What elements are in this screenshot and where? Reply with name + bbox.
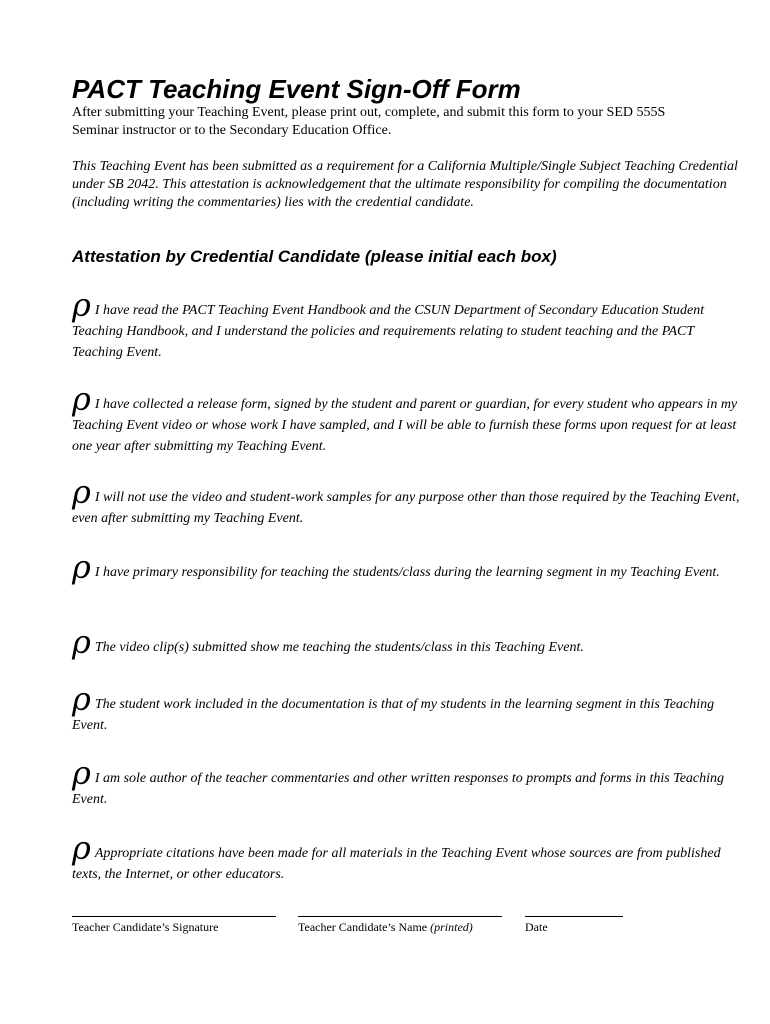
attestation-text: The video clip(s) submitted show me teaching the students/class in this Teaching Event. bbox=[94, 640, 584, 655]
attestation-item-8 bbox=[72, 829, 744, 885]
signature-line[interactable] bbox=[72, 916, 276, 917]
initial-box-icon[interactable]: ρ bbox=[72, 680, 91, 718]
initial-box-icon[interactable]: ρ bbox=[72, 473, 91, 511]
attestation-item-7 bbox=[72, 754, 744, 810]
initial-box-icon[interactable]: ρ bbox=[72, 286, 91, 324]
attestation-heading: Attestation by Credential Candidate (please initial each box) bbox=[72, 247, 557, 266]
signature-label: Teacher Candidate’s Signature bbox=[72, 920, 219, 934]
initial-box-icon[interactable]: ρ bbox=[72, 829, 91, 867]
attestation-item-4 bbox=[72, 548, 744, 586]
page-title: PACT Teaching Event Sign-Off Form bbox=[72, 74, 521, 104]
attestation-text: I have read the PACT Teaching Event Handbook and the CSUN Department of Secondary Education Student Teaching Handbook, and I understand the policies and requirements relating to student teaching and the PACT Teaching Event. bbox=[72, 303, 705, 360]
printed-name-line[interactable] bbox=[298, 916, 502, 917]
attestation-item-6 bbox=[72, 680, 744, 736]
attestation-text: Appropriate citations have been made for all materials in the Teaching Event whose sources are from published texts, the Internet, or other educators. bbox=[72, 846, 721, 882]
printed-name-label bbox=[298, 920, 473, 935]
attestation-item-1 bbox=[72, 286, 744, 363]
date-label: Date bbox=[525, 920, 548, 934]
name-label-text: Teacher Candidate’s Name bbox=[298, 920, 428, 934]
printed-note: (printed) bbox=[430, 920, 473, 934]
instructions-text: After submitting your Teaching Event, please print out, complete, and submit this form to your SED 555S Seminar instructor or to the Secondary Education Office. bbox=[72, 105, 666, 138]
initial-box-icon[interactable]: ρ bbox=[72, 623, 91, 661]
attestation-item-5 bbox=[72, 623, 744, 661]
initial-box-icon[interactable]: ρ bbox=[72, 380, 91, 418]
attestation-item-3 bbox=[72, 473, 744, 529]
attestation-text: I have collected a release form, signed by the student and parent or guardian, for every student who appears in my Teaching Event video or whose work I have sampled, and I will be able to furnish these forms upon request for at least one year after submitting my Teaching Event. bbox=[72, 397, 738, 454]
attestation-item-2 bbox=[72, 380, 744, 457]
attestation-text: The student work included in the documentation is that of my students in the learning segment in this Teaching Event. bbox=[72, 697, 715, 733]
attestation-text: I will not use the video and student-work samples for any purpose other than those required by the Teaching Event, even after submitting my Teaching Event. bbox=[72, 490, 740, 526]
date-line[interactable] bbox=[525, 916, 623, 917]
attestation-text: I am sole author of the teacher commentaries and other written responses to prompts and forms in this Teaching Event. bbox=[72, 771, 725, 807]
requirement-statement: This Teaching Event has been submitted as a requirement for a California Multiple/Single Subject Teaching Credential under SB 2042. This attestation is acknowledgement that the ultimate responsibility for compiling the documentation (including writing the commentaries) lies with the credential candidate. bbox=[72, 159, 738, 210]
attestation-text: I have primary responsibility for teaching the students/class during the learning segment in my Teaching Event. bbox=[94, 565, 720, 580]
initial-box-icon[interactable]: ρ bbox=[72, 548, 91, 586]
initial-box-icon[interactable]: ρ bbox=[72, 754, 91, 792]
